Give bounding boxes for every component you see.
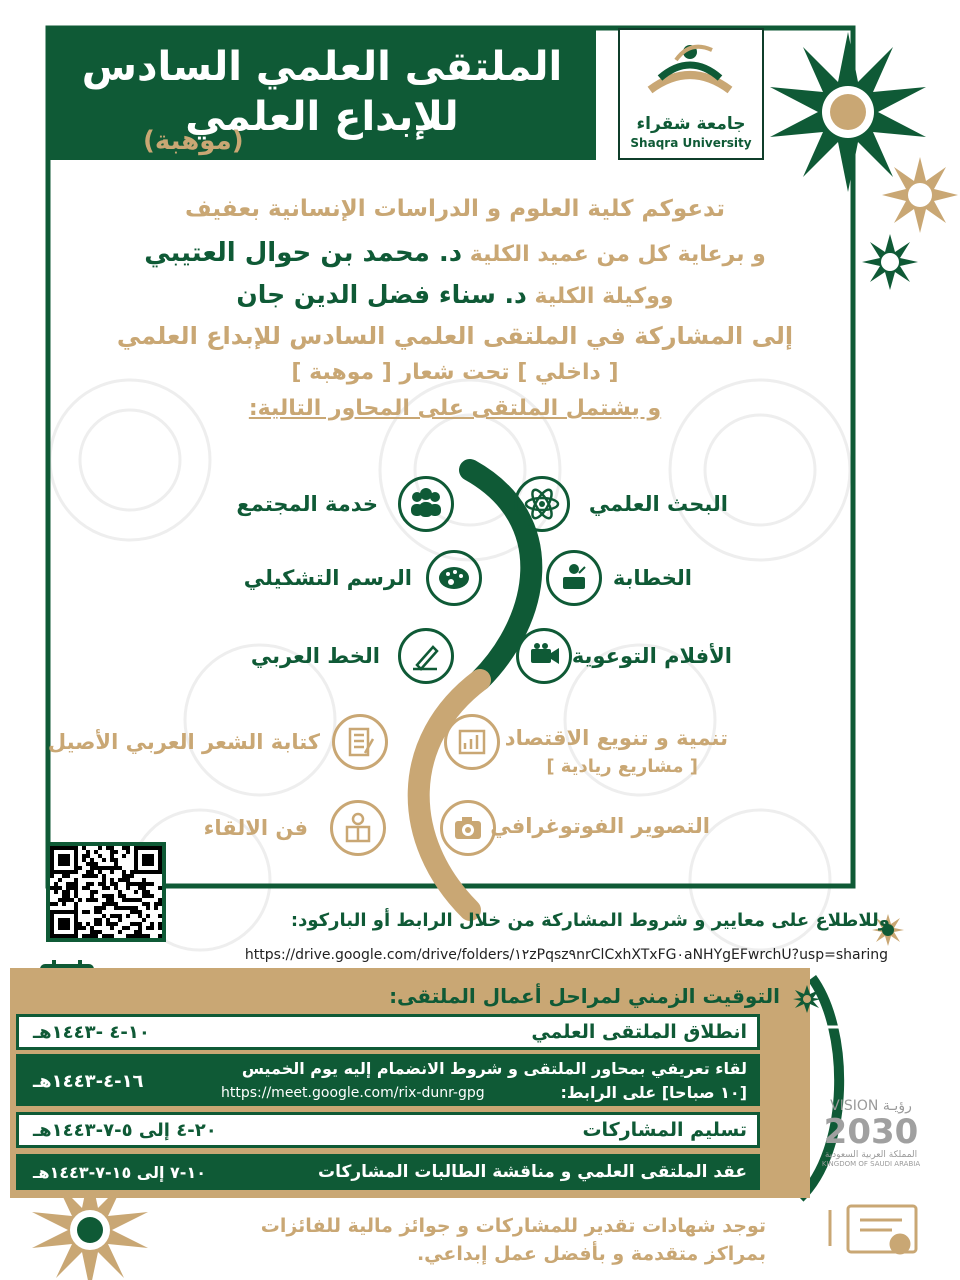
- axis-label-poetry: كتابة الشعر العربي الأصيل: [47, 730, 320, 754]
- footer-note: [240, 1212, 766, 1268]
- intro-line4: إلى المشاركة في الملتقى العلمي السادس للإبداع العلمي: [116, 322, 794, 350]
- schedule-row-2-text2: [١٠ صباحا] على الرابط:: [560, 1083, 747, 1102]
- axis-label-films: الأفلام التوعوية: [571, 644, 732, 668]
- schedule-title: التوقيت الزمني لمراحل أعمال الملتقى:: [389, 984, 780, 1008]
- drive-link[interactable]: https://drive.google.com/drive/folders/١٢zPqsz٩nrClCxhXTxFG٠aNHYgEFwrchU?usp=sharing: [244, 947, 888, 963]
- schedule-row-2: [16, 1054, 760, 1106]
- schedule-row-1: [16, 1014, 760, 1050]
- vision-title: VISION رؤيـة: [830, 1098, 912, 1114]
- schedule-row-3-date: ٢٠-٤ إلى ٥-٧-١٤٤٣هـ: [33, 1120, 217, 1141]
- vice-dean-name: د. سناء فضل الدين جان: [236, 280, 527, 309]
- vision-sub-ar: المملكة العربية السعودية: [824, 1150, 918, 1160]
- vision-year: 2030: [823, 1112, 919, 1152]
- chart-icon: [444, 714, 500, 770]
- qr-pattern: [50, 846, 162, 938]
- schedule-row-1-text: انطلاق الملتقى العلمي: [531, 1021, 747, 1043]
- axis-label-economy: تنمية و تنويع الاقتصاد: [504, 726, 728, 750]
- schedule-row-4-text: عقد الملتقى العلمي و مناقشة الطالبات المشاركات: [318, 1162, 747, 1182]
- vision-2030-logo: [812, 1098, 930, 1168]
- intro-line3-a: ووكيلة الكلية: [534, 284, 674, 309]
- link-instructions: وللاطلاع على معايير و شروط المشاركة من خلال الرابط أو الباركود:: [290, 910, 890, 931]
- intro-line3: [70, 280, 840, 309]
- axis-label-community: خدمة المجتمع: [236, 492, 378, 516]
- meet-link[interactable]: https://meet.google.com/rix-dunr-gpg: [221, 1085, 485, 1101]
- page-subtitle: للإبداع العلمي: [185, 94, 459, 140]
- footer-line1: توجد شهادات تقدير للمشاركات و جوائز مالية للفائزات: [260, 1215, 766, 1237]
- logo-english: Shaqra University: [630, 136, 752, 150]
- reader-icon: [330, 800, 386, 856]
- schedule-row-2-text: لقاء تعريفي بمحاور الملتقى و شروط الانضمام إليه يوم الخميس: [241, 1059, 747, 1078]
- axis-label-speech: الخطابة: [612, 566, 692, 590]
- axis-label-recitation: فن الالقاء: [203, 816, 308, 840]
- axis-label-research: البحث العلمي: [588, 492, 728, 516]
- intro-line5: [ داخلي ] تحت شعار [ موهبة ]: [291, 360, 619, 385]
- schedule-row-3-text: تسليم المشاركات: [582, 1119, 747, 1141]
- vision-sub-en: KINGDOM OF SAUDI ARABIA: [821, 1160, 921, 1168]
- pen-icon: [398, 628, 454, 684]
- intro-line2-a: و برعاية كل من عميد الكلية: [469, 242, 766, 267]
- title-banner: [48, 30, 596, 160]
- axis-sublabel-economy: [ مشاريع ريادية ]: [546, 756, 698, 777]
- axis-label-photography: التصوير الفوتوغرافي: [490, 814, 710, 838]
- schedule-row-4: [16, 1154, 760, 1190]
- speaker-icon: [546, 550, 602, 606]
- logo-arabic: جامعة شقراء: [636, 114, 746, 134]
- atom-icon: [514, 476, 570, 532]
- people-icon: [398, 476, 454, 532]
- camera-icon: [440, 800, 496, 856]
- axis-label-painting: الرسم التشكيلي: [243, 566, 412, 590]
- intro-line1: تدعوكم كلية العلوم و الدراسات الإنسانية بعفيف: [185, 196, 725, 222]
- schedule-row-1-date: ١٠-٤ -١٤٤٣هـ: [33, 1022, 150, 1043]
- page-title: الملتقى العلمي السادس: [81, 44, 563, 90]
- dean-name: د. محمد بن حوال العتيبي: [144, 238, 463, 268]
- book-logo-icon: [620, 30, 762, 110]
- video-camera-icon: [516, 628, 572, 684]
- schedule-star-icon: [792, 984, 822, 1014]
- qr-code[interactable]: [46, 842, 166, 942]
- schedule-row-2-date: ١٦-٤-١٤٤٣هـ: [33, 1071, 144, 1092]
- schedule-row-4-date: ١٠-٧ إلى ١٥-٧-١٤٤٣هـ: [33, 1163, 206, 1182]
- footer-line2: بمراكز متقدمة و بأفضل عمل إبداعي.: [416, 1243, 766, 1265]
- notebook-icon: [332, 714, 388, 770]
- university-logo: [618, 28, 764, 160]
- schedule-row-3: [16, 1112, 760, 1148]
- intro-line2: [70, 238, 840, 268]
- intro-line6: و يشتمل الملتقى على المحاور التالية:: [248, 396, 662, 421]
- palette-icon: [426, 550, 482, 606]
- axis-label-calligraphy: الخط العربي: [250, 644, 380, 668]
- title-paren: (موهبة): [143, 126, 244, 156]
